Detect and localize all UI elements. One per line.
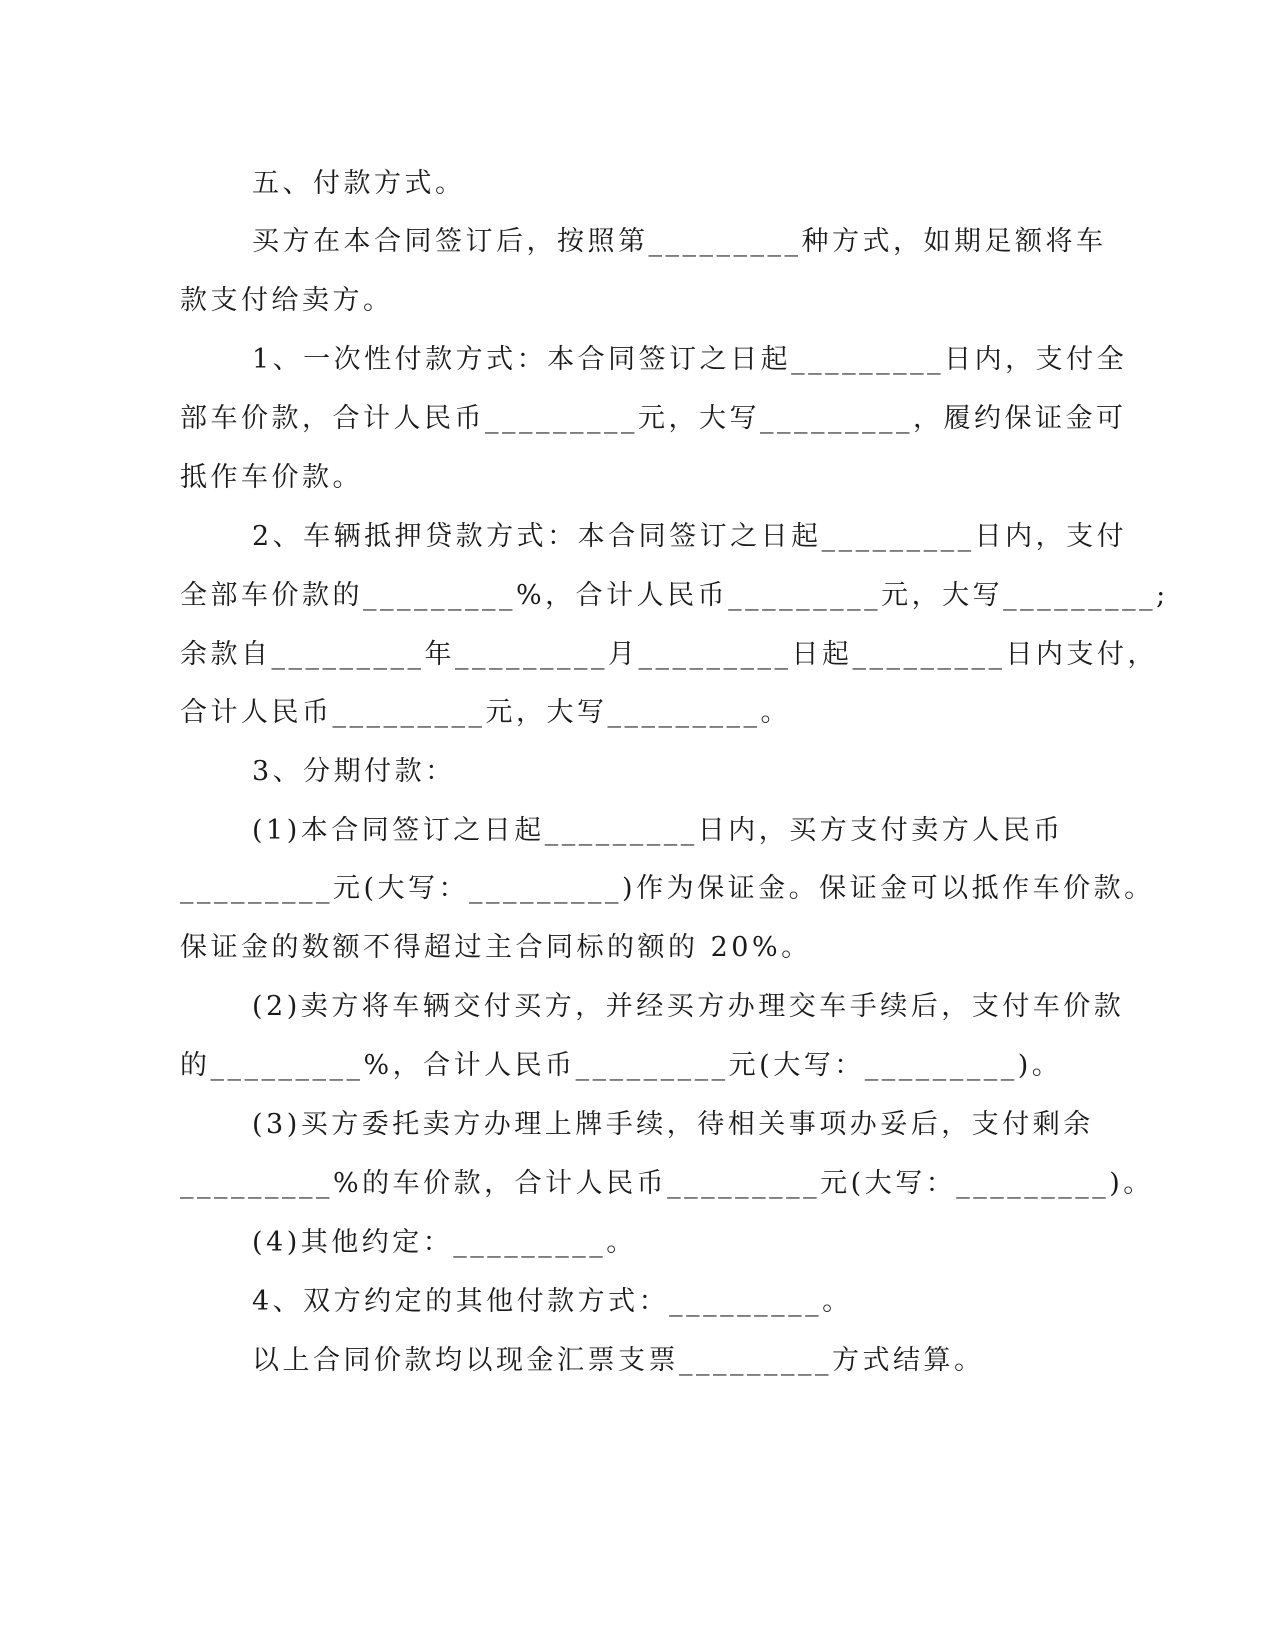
clause-3-item-3-line: (3)买方委托卖方办理上牌手续，待相关事项办妥后，支付剩余 [252, 1109, 1094, 1140]
clause-3-item-3-line: _________%的车价款，合计人民币_________元(大写：_________)。 [180, 1168, 1154, 1199]
clause-3-item-1-line: (1)本合同签订之日起_________日内，买方支付卖方人民币 [252, 815, 1064, 846]
clause-3-item-2-line: (2)卖方将车辆交付买方，并经买方办理交车手续后，支付车价款 [252, 991, 1125, 1022]
clause-3-item-2-line: 的_________%，合计人民币_________元(大写：_________)。 [180, 1050, 1063, 1081]
clause-4-line: 4、双方约定的其他付款方式：_________。 [252, 1286, 853, 1317]
clause-3-item-4-line: (4)其他约定：_________。 [252, 1227, 637, 1258]
clause-2-line: 2、车辆抵押贷款方式：本合同签订之日起_________日内，支付 [252, 521, 1128, 552]
paragraph-line: 款支付给卖方。 [180, 285, 394, 316]
clause-3-item-1-line: _________元(大写：_________)作为保证金。保证金可以抵作车价款。 [180, 873, 1155, 904]
clause-1-line: 抵作车价款。 [180, 462, 363, 493]
clause-3-item-1-line: 保证金的数额不得超过主合同标的额的 20%。 [180, 932, 812, 963]
paragraph-line: 买方在本合同签订后，按照第_________种方式，如期足额将车 [252, 226, 1107, 257]
clause-1-line: 1、一次性付款方式：本合同签订之日起_________日内，支付全 [252, 344, 1128, 375]
section-heading-payment: 五、付款方式。 [252, 168, 466, 199]
settlement-line: 以上合同价款均以现金汇票支票_________方式结算。 [252, 1345, 985, 1376]
clause-2-line: 全部车价款的_________%，合计人民币_________元，大写_________; [180, 580, 1169, 611]
clause-2-line: 余款自_________年_________月_________日起_________日内支付， [180, 639, 1158, 670]
clause-3-heading: 3、分期付款： [252, 756, 456, 787]
clause-1-line: 部车价款，合计人民币_________元，大写_________，履约保证金可 [180, 403, 1127, 434]
clause-2-line: 合计人民币_________元，大写_________。 [180, 697, 791, 728]
